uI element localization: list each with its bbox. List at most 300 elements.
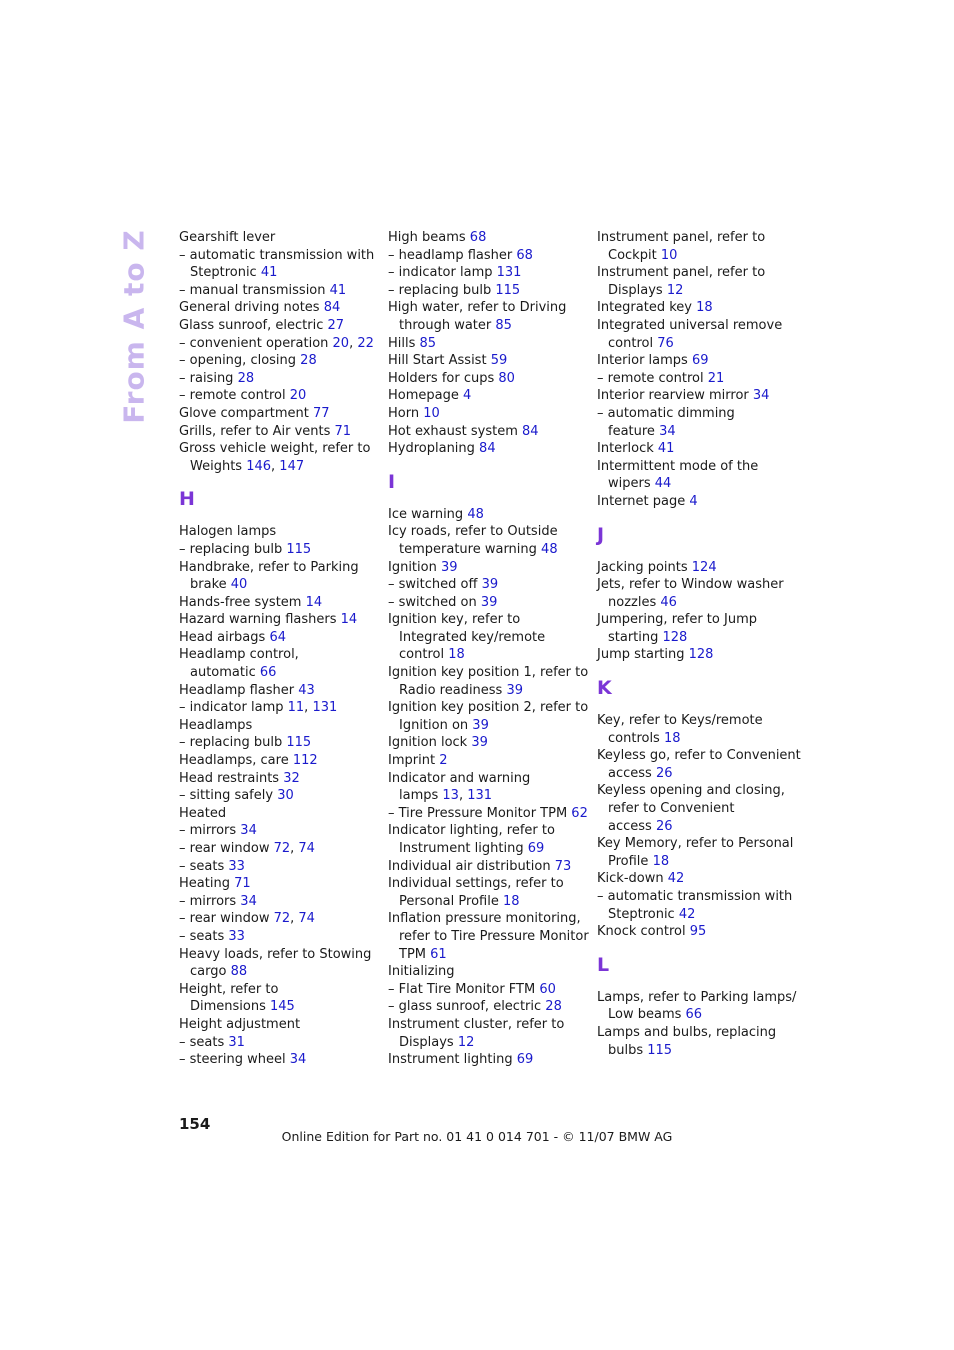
page-link[interactable]: 64	[269, 629, 286, 645]
page-link[interactable]: 66	[259, 665, 277, 681]
entry-text: Hazard warning flashers	[179, 612, 341, 628]
page-link[interactable]: 128	[662, 629, 688, 645]
entry-text: Low beams	[608, 1007, 686, 1023]
page-link[interactable]: 128	[688, 647, 714, 663]
page-link[interactable]: 39	[481, 577, 499, 593]
page-link[interactable]: 59	[490, 353, 508, 369]
index-entry	[179, 594, 379, 612]
index-entry	[388, 264, 593, 282]
entry-text: – automatic dimming	[597, 405, 735, 421]
index-entry	[179, 370, 379, 388]
index-entry	[597, 747, 801, 782]
page-link[interactable]: 60	[539, 981, 556, 997]
entry-text: Intermittent mode of the	[597, 458, 759, 474]
index-column-2	[388, 229, 593, 1069]
entry-text: Halogen lamps	[179, 524, 277, 540]
page-link[interactable]: 74	[298, 841, 315, 856]
page-link[interactable]: 85	[419, 335, 437, 351]
page-link[interactable]: 14	[340, 612, 358, 628]
page-link[interactable]: 73	[554, 858, 572, 874]
entry-text: – replacing bulb	[179, 735, 287, 751]
page-link[interactable]: 112	[292, 753, 318, 769]
section-letter: I	[388, 470, 396, 493]
page-link[interactable]: 43	[298, 682, 315, 698]
entry-text: Ignition key position 1, refer to	[388, 665, 589, 681]
entry-text: Height adjustment	[179, 1016, 301, 1032]
entry-text: – automatic transmission with	[597, 889, 793, 904]
index-entry	[179, 523, 379, 541]
page-link[interactable]: 39	[472, 717, 489, 733]
page-link[interactable]: 39	[506, 682, 524, 698]
index-entry	[388, 335, 593, 353]
entry-text: Hydroplaning	[388, 441, 480, 457]
index-entry	[388, 611, 593, 664]
entry-text: Indicator and warning	[388, 770, 531, 786]
entry-text: Knock control	[597, 924, 690, 940]
index-entry	[597, 611, 797, 646]
entry-text: – indicator lamp	[388, 265, 497, 281]
entry-text: Personal Profile	[399, 893, 503, 909]
entry-text: access	[608, 765, 656, 781]
index-entry	[179, 229, 379, 247]
entry-text: – automatic transmission with	[179, 247, 375, 263]
entry-text: Ignition key, refer to	[388, 612, 521, 628]
entry-text: refer to Convenient	[608, 801, 735, 817]
entry-text: Hands-free system	[179, 594, 306, 610]
index-entry	[597, 229, 797, 264]
entry-text: Key, refer to Keys/remote	[597, 713, 763, 729]
index-entry	[179, 875, 379, 893]
index-entry	[179, 405, 379, 423]
entry-text: Indicator lighting, refer to	[388, 823, 555, 839]
index-entry	[597, 870, 797, 888]
entry-text: brake	[190, 577, 231, 593]
index-entry	[388, 387, 593, 405]
index-column-3	[597, 229, 801, 1059]
index-entry	[597, 646, 797, 664]
index-entry: – rear window 72, 74	[179, 841, 315, 856]
entry-text: Radio readiness	[399, 682, 507, 698]
page-link[interactable]: 72	[273, 911, 291, 927]
index-entry	[388, 523, 593, 558]
index-entry	[597, 352, 797, 370]
page-link[interactable]: 18	[502, 893, 520, 909]
index-entry	[179, 317, 379, 335]
entry-text: High beams	[388, 230, 470, 245]
entry-text: – seats	[179, 928, 229, 944]
index-entry	[597, 264, 797, 299]
entry-text: Displays	[399, 1034, 458, 1050]
entry-text: – opening, closing	[179, 353, 301, 369]
entry-text: Glove compartment	[179, 405, 314, 421]
index-entry	[597, 923, 797, 941]
page-link[interactable]: 39	[440, 559, 458, 575]
entry-text: – steering wheel	[179, 1052, 290, 1068]
index-entry: – indicator lamp 11, 131	[179, 700, 338, 716]
index-entry	[597, 782, 797, 835]
entry-text: controls	[608, 730, 664, 746]
entry-text: automatic	[190, 665, 260, 681]
entry-text: – Flat Tire Monitor FTM	[388, 981, 540, 997]
section-tab-label: From A to Z	[117, 228, 151, 424]
page-link[interactable]: 131	[496, 265, 522, 281]
entry-text: Hot exhaust system	[388, 423, 522, 439]
page-link[interactable]: 124	[691, 559, 717, 575]
entry-text: – glass sunroof, electric	[388, 999, 546, 1015]
page-link[interactable]: 48	[541, 541, 558, 557]
page-link[interactable]: 18	[696, 300, 713, 316]
page-link[interactable]: 39	[471, 735, 488, 751]
index-entry	[179, 770, 379, 788]
entry-text: – switched off	[388, 577, 482, 593]
index-entry	[179, 682, 379, 700]
page-link[interactable]: 26	[655, 818, 673, 834]
index-entry	[388, 910, 593, 963]
page-link[interactable]: 11	[287, 700, 305, 716]
entry-text: Steptronic	[190, 265, 261, 281]
entry-text: – switched on	[388, 594, 481, 610]
page-link[interactable]: 145	[270, 999, 295, 1015]
entry-text: refer to Tire Pressure Monitor	[399, 928, 589, 944]
entry-text: cargo	[190, 964, 231, 980]
entry-text: Steptronic	[608, 906, 679, 922]
page-link[interactable]: 76	[657, 335, 674, 351]
page-link[interactable]: 71	[334, 423, 352, 439]
page-link[interactable]: 33	[228, 928, 245, 944]
index-entry	[388, 576, 593, 594]
index-entry	[388, 229, 593, 247]
index-entry	[388, 282, 593, 300]
entry-text: Heavy loads, refer to Stowing	[179, 946, 372, 962]
entry-text: Grills, refer to Air vents	[179, 423, 335, 439]
entry-text: Integrated key	[597, 300, 697, 316]
page-link[interactable]: 18	[448, 647, 465, 663]
page-link[interactable]: 115	[495, 282, 521, 298]
page-link[interactable]: 34	[240, 823, 257, 839]
index-entry: Indicator and warning lamps 13, 131	[388, 770, 531, 804]
entry-text: control	[608, 335, 658, 351]
page-link[interactable]: 39	[480, 594, 498, 610]
page-link[interactable]: 147	[279, 458, 305, 474]
entry-text: Interior lamps	[597, 353, 692, 369]
page-link[interactable]: 77	[313, 405, 330, 421]
footer-text: Online Edition for Part no. 01 41 0 014 701 - © 11/07 BMW AG	[281, 1129, 673, 1144]
page-link[interactable]: 34	[752, 388, 770, 404]
entry-text: Heated	[179, 805, 227, 821]
page-link[interactable]: 2	[439, 753, 448, 769]
page-link[interactable]: 22	[357, 335, 374, 351]
index-entry	[179, 1016, 379, 1034]
index-entry	[388, 423, 593, 441]
page-link[interactable]: 146	[246, 458, 272, 474]
entry-text: – rear window	[179, 911, 274, 927]
page-link[interactable]: 14	[305, 594, 323, 610]
index-entry	[388, 1016, 593, 1051]
entry-text: Keyless opening and closing,	[597, 783, 785, 799]
page-link[interactable]: 115	[286, 735, 312, 751]
section-letter: L	[597, 953, 610, 976]
entry-text: Individual settings, refer to	[388, 876, 564, 892]
index-entry	[179, 752, 379, 770]
index-entry	[179, 282, 379, 300]
entry-text: TPM	[399, 946, 431, 962]
index-entry	[597, 387, 797, 405]
entry-text: Weights	[190, 458, 247, 474]
page-link[interactable]: 28	[300, 353, 317, 369]
entry-text: – replacing bulb	[179, 541, 287, 557]
index-entry	[388, 247, 593, 265]
page-link[interactable]: 18	[663, 730, 681, 746]
index-entry	[388, 664, 593, 699]
page-link[interactable]: 42	[667, 871, 685, 887]
page-link[interactable]: 12	[457, 1034, 475, 1050]
section-letter: K	[597, 677, 612, 700]
entry-text: General driving notes	[179, 300, 324, 316]
index-entry	[388, 370, 593, 388]
page-link[interactable]: 42	[678, 906, 696, 922]
entry-text: Instrument lighting	[399, 841, 528, 856]
page-link[interactable]: 33	[228, 858, 245, 874]
page-link[interactable]: 115	[647, 1042, 673, 1058]
entry-text: starting	[608, 629, 663, 645]
index-entry	[388, 299, 593, 334]
entry-text: temperature warning	[399, 541, 542, 557]
entry-text: – mirrors	[179, 823, 241, 839]
page-link[interactable]: 48	[467, 506, 484, 522]
entry-text: Instrument cluster, refer to	[388, 1016, 565, 1032]
entry-text: Ice warning	[388, 506, 468, 522]
entry-text: Hills	[388, 335, 420, 351]
entry-text: – manual transmission	[179, 282, 330, 298]
index-entry	[179, 893, 379, 911]
page-link[interactable]: 34	[240, 893, 257, 909]
entry-text: Profile	[608, 853, 653, 869]
page-link[interactable]: 20	[289, 388, 307, 404]
entry-text: Holders for cups	[388, 370, 499, 386]
page-link[interactable]: 28	[237, 370, 255, 386]
entry-text: Icy roads, refer to Outside	[388, 524, 558, 540]
index-entry: – rear window 72, 74	[179, 911, 315, 927]
entry-text: Keyless go, refer to Convenient	[597, 748, 801, 764]
entry-text: Headlamp flasher	[179, 682, 299, 698]
page-link[interactable]: 44	[654, 476, 672, 492]
page-link[interactable]: 88	[230, 964, 248, 980]
index-entry	[179, 247, 379, 282]
entry-text: Individual air distribution	[388, 858, 555, 874]
entry-text: Glass sunroof, electric	[179, 317, 328, 333]
page-link[interactable]: 66	[685, 1007, 703, 1023]
entry-text: Initializing	[388, 964, 455, 980]
entry-text: Gearshift lever	[179, 230, 276, 245]
entry-text: Integrated key/remote	[399, 629, 546, 645]
entry-text: – mirrors	[179, 893, 241, 909]
index-entry	[597, 576, 797, 611]
index-entry	[179, 611, 379, 629]
index-entry	[179, 928, 379, 946]
page-link[interactable]: 74	[298, 911, 315, 927]
entry-text: – indicator lamp	[179, 700, 288, 716]
index-entry	[179, 646, 379, 681]
entry-text: nozzles	[608, 594, 661, 610]
entry-text: Cockpit	[608, 247, 661, 263]
page-link[interactable]: 46	[660, 594, 677, 610]
entry-text: Integrated universal remove	[597, 317, 783, 333]
page-link[interactable]: 32	[283, 770, 300, 786]
entry-text: – seats	[179, 858, 229, 874]
page-link[interactable]: 68	[516, 247, 533, 263]
entry-text: Ignition	[388, 559, 441, 575]
index-entry: – convenient operation 20, 22	[179, 335, 374, 351]
index-entry	[388, 963, 593, 981]
entry-text: lamps	[399, 788, 443, 804]
page-link[interactable]: 41	[657, 441, 675, 457]
entry-text: Gross vehicle weight, refer to	[179, 441, 371, 457]
entry-text: Head restraints	[179, 770, 284, 786]
entry-text: Internet page	[597, 493, 690, 509]
entry-text: Lamps and bulbs, replacing	[597, 1024, 777, 1040]
entry-text: Instrument panel, refer to	[597, 230, 766, 245]
index-entry	[388, 875, 593, 910]
entry-text: control	[399, 647, 449, 663]
entry-text: – rear window	[179, 841, 274, 856]
page-link[interactable]: 131	[312, 700, 338, 716]
entry-text: – raising	[179, 370, 238, 386]
page-link[interactable]: 41	[260, 265, 278, 281]
page-link[interactable]: 27	[327, 317, 345, 333]
page-link[interactable]: 69	[516, 1052, 534, 1068]
entry-text: Head airbags	[179, 629, 270, 645]
entry-text: – convenient operation	[179, 335, 333, 351]
index-entry	[179, 858, 379, 876]
index-entry	[597, 299, 797, 317]
page-link[interactable]: 131	[467, 788, 493, 804]
index-entry	[179, 352, 379, 370]
index-column-1	[179, 229, 379, 1069]
index-entry	[179, 981, 379, 1016]
index-entry	[388, 752, 593, 770]
index-entry	[388, 981, 593, 999]
index-entry	[597, 1024, 797, 1059]
index-entry	[597, 370, 797, 388]
index-entry	[179, 299, 379, 317]
entry-text: Ignition on	[399, 717, 473, 733]
index-entry	[388, 594, 593, 612]
page-link[interactable]: 34	[289, 1052, 307, 1068]
index-entry	[388, 822, 593, 857]
page-link[interactable]: 21	[707, 370, 725, 386]
index-entry: Gross vehicle weight, refer to Weights 146, 147	[179, 441, 371, 474]
entry-text: Headlamp control,	[179, 647, 299, 663]
page-link[interactable]: 10	[660, 247, 678, 263]
page-link[interactable]: 41	[329, 282, 347, 298]
page-link[interactable]: 40	[230, 577, 248, 593]
entry-text: Handbrake, refer to Parking	[179, 559, 359, 575]
page-link[interactable]: 68	[469, 230, 487, 245]
page-link[interactable]: 20	[332, 335, 350, 351]
index-entry	[179, 805, 379, 823]
page-link[interactable]: 71	[234, 876, 251, 892]
page-link[interactable]: 95	[689, 924, 707, 940]
entry-text: – seats	[179, 1034, 229, 1050]
section-letter: J	[597, 523, 605, 546]
page-link[interactable]: 18	[652, 853, 670, 869]
page-link[interactable]: 72	[273, 841, 291, 856]
page-link[interactable]: 28	[545, 999, 562, 1015]
page-link[interactable]: 10	[423, 405, 440, 421]
page-link[interactable]: 12	[666, 282, 684, 298]
index-entry	[597, 559, 797, 577]
index-entry	[597, 458, 797, 493]
index-entry	[597, 989, 797, 1024]
index-entry	[179, 423, 379, 441]
index-entry	[597, 493, 797, 511]
index-entry	[388, 506, 593, 524]
page-link[interactable]: 30	[277, 788, 294, 804]
entry-text: Hill Start Assist	[388, 353, 491, 369]
entry-text: High water, refer to Driving	[388, 300, 567, 316]
index-entry	[388, 440, 593, 458]
index-entry	[179, 559, 379, 594]
entry-text: Homepage	[388, 388, 463, 404]
index-entry	[388, 699, 593, 734]
page-link[interactable]: 84	[522, 423, 539, 439]
entry-text: Headlamps, care	[179, 753, 293, 769]
page-link[interactable]: 4	[463, 388, 472, 404]
entry-text: bulbs	[608, 1042, 648, 1058]
entry-text: – remote control	[597, 370, 708, 386]
page-link[interactable]: 26	[655, 765, 673, 781]
page-link[interactable]: 85	[495, 317, 512, 333]
index-entry	[388, 998, 593, 1016]
entry-text: Instrument lighting	[388, 1052, 517, 1068]
index-entry	[388, 1051, 593, 1069]
entry-text: Imprint	[388, 753, 440, 769]
page-link[interactable]: 4	[689, 493, 698, 509]
entry-text: Instrument panel, refer to	[597, 265, 766, 281]
page-link[interactable]: 61	[430, 946, 447, 962]
index-entry	[597, 405, 797, 440]
entry-text: Jets, refer to Window washer	[597, 577, 784, 593]
index-entry	[179, 822, 379, 840]
index-entry	[388, 405, 593, 423]
index-entry	[388, 858, 593, 876]
page-link[interactable]: 13	[442, 788, 459, 804]
page-link[interactable]: 115	[286, 541, 312, 557]
section-tab	[116, 228, 152, 424]
index-entry	[388, 559, 593, 577]
index-entry	[388, 352, 593, 370]
index-entry	[179, 387, 379, 405]
index-entry	[597, 317, 797, 352]
page-link[interactable]: 84	[323, 300, 341, 316]
entry-text: wipers	[608, 476, 655, 492]
entry-text: – replacing bulb	[388, 282, 496, 298]
page-link[interactable]: 84	[479, 441, 496, 457]
entry-text: Key Memory, refer to Personal	[597, 836, 794, 852]
page-link[interactable]: 69	[691, 353, 709, 369]
page-link[interactable]: 69	[527, 841, 545, 856]
entry-text: Ignition lock	[388, 735, 472, 751]
entry-text: Dimensions	[190, 999, 271, 1015]
index-entry	[179, 734, 379, 752]
page-link[interactable]: 34	[659, 423, 676, 439]
entry-text: Jacking points	[597, 559, 692, 575]
page-link[interactable]: 31	[228, 1034, 245, 1050]
page-link[interactable]: 80	[498, 370, 515, 386]
entry-text: Interlock	[597, 441, 658, 457]
section-letter: H	[179, 488, 195, 511]
page-link[interactable]: 62	[571, 805, 588, 821]
